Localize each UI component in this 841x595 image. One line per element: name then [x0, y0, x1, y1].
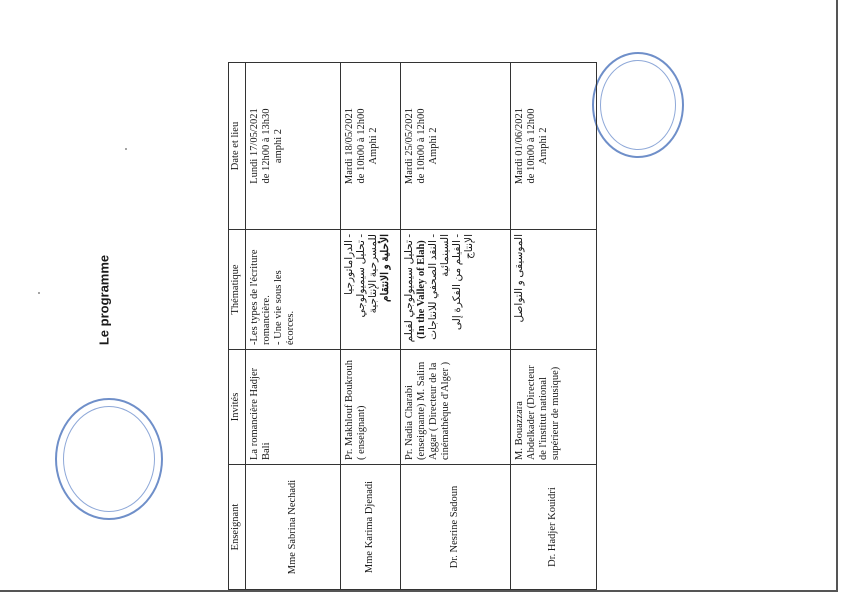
program-table-container [228, 63, 593, 590]
cell-date-lieu: Mardi 25/05/2021 de 10h00 à 12h00 Amphi 2 [401, 63, 511, 230]
program-table [228, 62, 597, 590]
header-thematique: Thématique [229, 230, 246, 350]
cell-date-lieu: Lundi 17/05/2021 de 12h00 à 13h30 amphi 2 [246, 63, 341, 230]
page-title: Le programme [96, 254, 112, 346]
institution-stamp-left [55, 398, 163, 520]
cell-thematique: - الدراماتورجيا - تحليل سيميولوجي للمسرحية الإنتاجية الأحلية و الانتقام [341, 230, 401, 350]
table-row [511, 63, 597, 590]
table-header-row [229, 63, 246, 590]
cell-date-lieu: Mardi 01/06/2021 de 10h00 à 12h00 Amphi 2 [511, 63, 597, 230]
cell-invites: La romancière Hadjer Bali [246, 350, 341, 465]
cell-enseignant: Dr. Nesrine Sadoun [401, 465, 511, 590]
cell-invites: M. Bouazzara Abdelkader (Directeur de l'institut national supérieur de musique) [511, 350, 597, 465]
cell-thematique: الموسيقى و التواصل [511, 230, 597, 350]
cell-invites: Pr. Makhlouf Boukrouh ( enseignant) [341, 350, 401, 465]
table-row [341, 63, 401, 590]
scan-dot [38, 292, 40, 294]
cell-thematique: -Les types de l'écriture romancière. - Une vie sous les écorces. [246, 230, 341, 350]
cell-enseignant: Mme Karima Djenadi [341, 465, 401, 590]
cell-enseignant: Dr. Hadjer Kouidri [511, 465, 597, 590]
scan-dot [125, 148, 127, 150]
header-enseignant: Enseignant [229, 465, 246, 590]
institution-stamp-right [592, 52, 684, 158]
cell-date-lieu: Mardi 18/05/2021 de 10h00 à 12h00 Amphi 2 [341, 63, 401, 230]
table-row [246, 63, 341, 590]
cell-thematique: - تحليل سيميولوجي لفيلم (In the Valley of Elah) - النقد الصحفي للانتاجات السينمائية - الفيلم من الفكرة إلى الإنتاج [401, 230, 511, 350]
header-invites: Invités [229, 350, 246, 465]
cell-invites: Pr. Nadia Charabi (enseignante) M. Salim Aggar ( Directeur de la cinémathèque d'Alger ) [401, 350, 511, 465]
header-date-lieu: Date et lieu [229, 63, 246, 230]
cell-enseignant: Mme Sabrina Nechadi [246, 465, 341, 590]
table-row [401, 63, 511, 590]
